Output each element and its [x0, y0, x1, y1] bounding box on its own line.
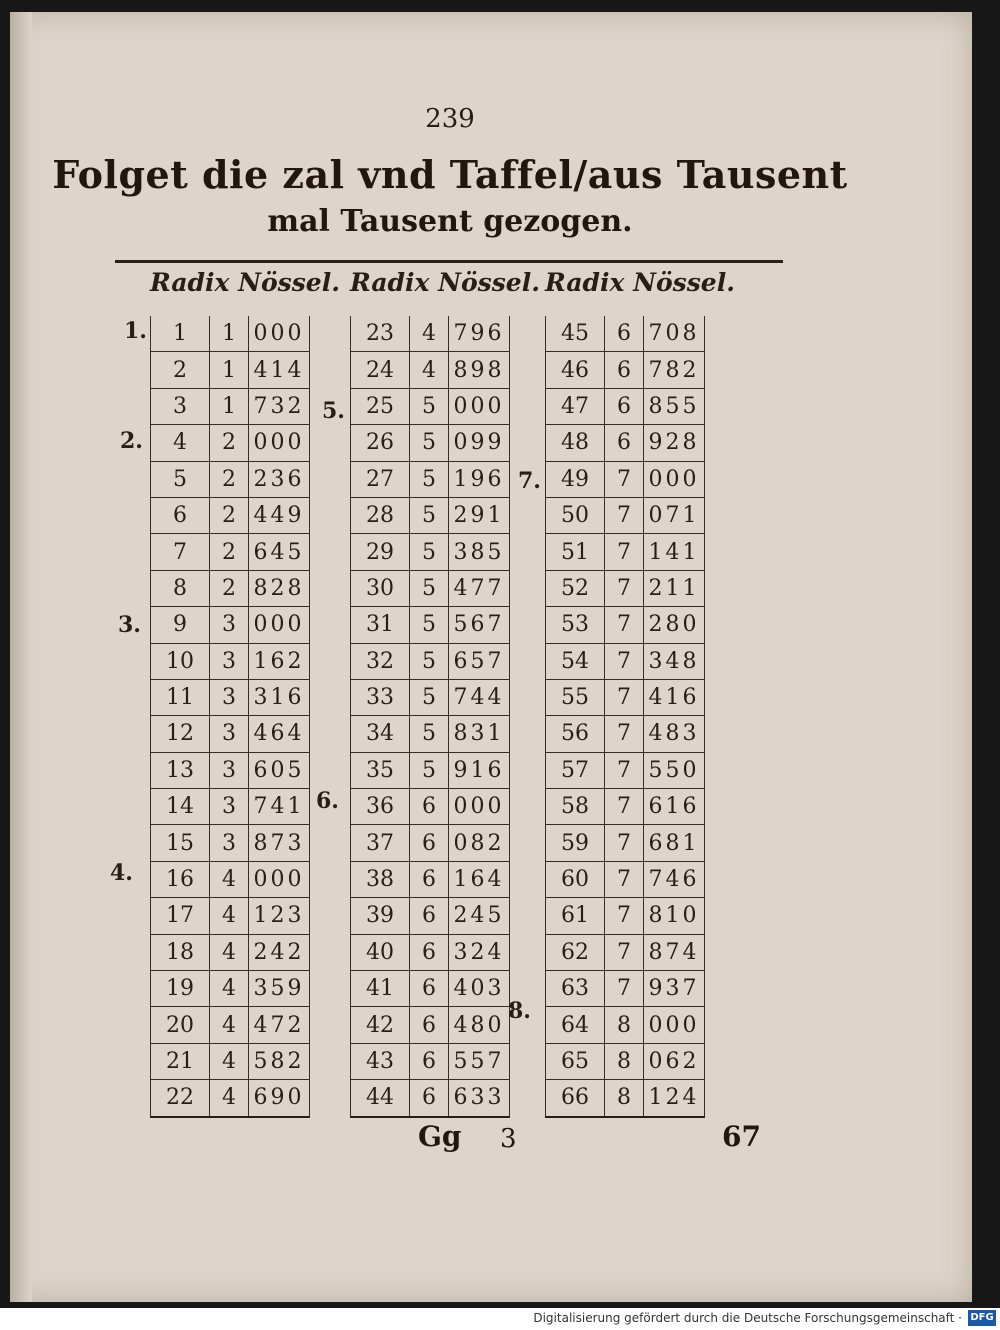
decimal-root-cell: 708 — [644, 316, 705, 352]
decimal-root-cell: 000 — [449, 388, 510, 424]
table-row — [546, 570, 705, 606]
table-row — [351, 789, 510, 825]
decimal-root-cell: 916 — [449, 752, 510, 788]
decimal-root-cell: 071 — [644, 497, 705, 533]
decimal-root-cell: 162 — [249, 643, 310, 679]
integer-root-cell: 4 — [210, 1080, 249, 1117]
signature-mark: Gg — [418, 1120, 462, 1153]
table-row — [151, 825, 310, 861]
integer-root-cell: 7 — [605, 825, 644, 861]
root-number-cell: 10 — [151, 643, 210, 679]
root-number-cell: 58 — [546, 789, 605, 825]
decimal-root-cell: 123 — [249, 898, 310, 934]
root-number-cell: 63 — [546, 971, 605, 1007]
root-number-cell: 13 — [151, 752, 210, 788]
integer-root-cell: 7 — [605, 461, 644, 497]
root-number-cell: 61 — [546, 898, 605, 934]
decimal-root-cell: 000 — [644, 461, 705, 497]
column-header: Radix Nössel. — [545, 268, 735, 297]
root-number-cell: 30 — [351, 570, 410, 606]
decimal-root-cell: 124 — [644, 1080, 705, 1117]
decimal-root-cell: 324 — [449, 934, 510, 970]
decimal-root-cell: 099 — [449, 425, 510, 461]
decimal-root-cell: 000 — [644, 1007, 705, 1043]
integer-root-cell: 7 — [605, 534, 644, 570]
table-row — [546, 898, 705, 934]
square-marker: 8. — [508, 998, 531, 1024]
root-number-cell: 59 — [546, 825, 605, 861]
root-number-cell: 54 — [546, 643, 605, 679]
root-number-cell: 39 — [351, 898, 410, 934]
square-marker: 5. — [322, 398, 345, 424]
table-row — [351, 716, 510, 752]
integer-root-cell: 6 — [410, 934, 449, 970]
decimal-root-cell: 567 — [449, 607, 510, 643]
decimal-root-cell: 280 — [644, 607, 705, 643]
integer-root-cell: 7 — [605, 752, 644, 788]
integer-root-cell: 8 — [605, 1043, 644, 1079]
square-marker: 3. — [118, 612, 141, 638]
table-row — [351, 425, 510, 461]
decimal-root-cell: 000 — [449, 789, 510, 825]
decimal-root-cell: 141 — [644, 534, 705, 570]
decimal-root-cell: 245 — [449, 898, 510, 934]
root-number-cell: 21 — [151, 1043, 210, 1079]
decimal-root-cell: 796 — [449, 316, 510, 352]
root-number-cell: 55 — [546, 679, 605, 715]
integer-root-cell: 6 — [410, 1007, 449, 1043]
column-header: Radix Nössel. — [350, 268, 540, 297]
integer-root-cell: 6 — [410, 1080, 449, 1117]
square-marker: 6. — [316, 788, 339, 814]
integer-root-cell: 5 — [410, 388, 449, 424]
integer-root-cell: 6 — [605, 425, 644, 461]
root-number-cell: 38 — [351, 861, 410, 897]
decimal-root-cell: 164 — [449, 861, 510, 897]
table-row — [546, 534, 705, 570]
table-row — [546, 679, 705, 715]
integer-root-cell: 7 — [605, 861, 644, 897]
table-row — [351, 352, 510, 388]
integer-root-cell: 5 — [410, 570, 449, 606]
dfg-logo: DFG — [968, 1310, 996, 1326]
table-row — [546, 316, 705, 352]
root-number-cell: 45 — [546, 316, 605, 352]
decimal-root-cell: 557 — [449, 1043, 510, 1079]
root-number-cell: 49 — [546, 461, 605, 497]
square-marker: 1. — [124, 318, 147, 344]
decimal-root-cell: 937 — [644, 971, 705, 1007]
table-row — [351, 461, 510, 497]
integer-root-cell: 5 — [410, 643, 449, 679]
root-number-cell: 56 — [546, 716, 605, 752]
decimal-root-cell: 550 — [644, 752, 705, 788]
table-row — [546, 352, 705, 388]
root-number-cell: 1 — [151, 316, 210, 352]
root-number-cell: 40 — [351, 934, 410, 970]
table-row — [546, 607, 705, 643]
table-row — [151, 534, 310, 570]
root-number-cell: 66 — [546, 1080, 605, 1117]
integer-root-cell: 5 — [410, 497, 449, 533]
decimal-root-cell: 403 — [449, 971, 510, 1007]
column-header: Radix Nössel. — [150, 268, 340, 297]
decimal-root-cell: 000 — [249, 425, 310, 461]
integer-root-cell: 2 — [210, 534, 249, 570]
page-title-line1: Folget die zal vnd Taffel/aus Tausent — [52, 152, 848, 197]
root-number-cell: 62 — [546, 934, 605, 970]
integer-root-cell: 1 — [210, 388, 249, 424]
integer-root-cell: 7 — [605, 971, 644, 1007]
decimal-root-cell: 385 — [449, 534, 510, 570]
root-number-cell: 7 — [151, 534, 210, 570]
table-row — [546, 425, 705, 461]
root-number-cell: 19 — [151, 971, 210, 1007]
table-row — [546, 789, 705, 825]
root-number-cell: 36 — [351, 789, 410, 825]
root-number-cell: 27 — [351, 461, 410, 497]
root-number-cell: 33 — [351, 679, 410, 715]
table-row — [546, 716, 705, 752]
table-row — [546, 643, 705, 679]
decimal-root-cell: 316 — [249, 679, 310, 715]
integer-root-cell: 5 — [410, 425, 449, 461]
decimal-root-cell: 348 — [644, 643, 705, 679]
root-number-cell: 32 — [351, 643, 410, 679]
table-column-3 — [545, 268, 735, 1118]
integer-root-cell: 5 — [410, 607, 449, 643]
table-row — [351, 679, 510, 715]
table-row — [351, 934, 510, 970]
root-number-cell: 48 — [546, 425, 605, 461]
decimal-root-cell: 196 — [449, 461, 510, 497]
decimal-root-cell: 291 — [449, 497, 510, 533]
table-row — [351, 1007, 510, 1043]
integer-root-cell: 3 — [210, 716, 249, 752]
root-number-cell: 31 — [351, 607, 410, 643]
integer-root-cell: 4 — [410, 316, 449, 352]
square-marker: 7. — [518, 468, 541, 494]
decimal-root-cell: 633 — [449, 1080, 510, 1117]
root-number-cell: 8 — [151, 570, 210, 606]
decimal-root-cell: 744 — [449, 679, 510, 715]
table-row — [546, 752, 705, 788]
integer-root-cell: 5 — [410, 716, 449, 752]
table-row — [351, 1043, 510, 1079]
integer-root-cell: 3 — [210, 679, 249, 715]
root-number-cell: 22 — [151, 1080, 210, 1117]
root-number-cell: 43 — [351, 1043, 410, 1079]
integer-root-cell: 8 — [605, 1007, 644, 1043]
table-row — [546, 497, 705, 533]
integer-root-cell: 3 — [210, 643, 249, 679]
table-row — [546, 1007, 705, 1043]
integer-root-cell: 2 — [210, 497, 249, 533]
table-row — [151, 643, 310, 679]
table-row — [151, 1043, 310, 1079]
table-row — [351, 971, 510, 1007]
folio-number: 67 — [722, 1120, 761, 1153]
root-table — [150, 316, 310, 1118]
integer-root-cell: 7 — [605, 934, 644, 970]
integer-root-cell: 6 — [410, 1043, 449, 1079]
integer-root-cell: 7 — [605, 497, 644, 533]
integer-root-cell: 7 — [605, 679, 644, 715]
decimal-root-cell: 414 — [249, 352, 310, 388]
table-row — [351, 752, 510, 788]
integer-root-cell: 4 — [210, 1043, 249, 1079]
root-number-cell: 3 — [151, 388, 210, 424]
table-row — [151, 789, 310, 825]
root-number-cell: 65 — [546, 1043, 605, 1079]
root-number-cell: 50 — [546, 497, 605, 533]
decimal-root-cell: 082 — [449, 825, 510, 861]
decimal-root-cell: 898 — [449, 352, 510, 388]
decimal-root-cell: 657 — [449, 643, 510, 679]
root-number-cell: 20 — [151, 1007, 210, 1043]
integer-root-cell: 4 — [210, 971, 249, 1007]
table-row — [351, 898, 510, 934]
integer-root-cell: 3 — [210, 825, 249, 861]
integer-root-cell: 3 — [210, 789, 249, 825]
table-row — [351, 316, 510, 352]
decimal-root-cell: 855 — [644, 388, 705, 424]
integer-root-cell: 6 — [605, 388, 644, 424]
decimal-root-cell: 582 — [249, 1043, 310, 1079]
table-row — [546, 388, 705, 424]
integer-root-cell: 6 — [410, 898, 449, 934]
root-number-cell: 18 — [151, 934, 210, 970]
decimal-root-cell: 480 — [449, 1007, 510, 1043]
table-row — [151, 570, 310, 606]
root-number-cell: 14 — [151, 789, 210, 825]
table-row — [546, 825, 705, 861]
decimal-root-cell: 681 — [644, 825, 705, 861]
table-row — [151, 461, 310, 497]
table-row — [351, 388, 510, 424]
table-row — [151, 679, 310, 715]
decimal-root-cell: 464 — [249, 716, 310, 752]
decimal-root-cell: 359 — [249, 971, 310, 1007]
decimal-root-cell: 236 — [249, 461, 310, 497]
decimal-root-cell: 690 — [249, 1080, 310, 1117]
table-row — [151, 352, 310, 388]
decimal-root-cell: 000 — [249, 861, 310, 897]
root-number-cell: 26 — [351, 425, 410, 461]
root-number-cell: 34 — [351, 716, 410, 752]
table-row — [151, 971, 310, 1007]
root-number-cell: 17 — [151, 898, 210, 934]
square-marker: 2. — [120, 428, 143, 454]
root-number-cell: 46 — [546, 352, 605, 388]
root-number-cell: 29 — [351, 534, 410, 570]
integer-root-cell: 1 — [210, 352, 249, 388]
root-number-cell: 52 — [546, 570, 605, 606]
root-number-cell: 6 — [151, 497, 210, 533]
decimal-root-cell: 928 — [644, 425, 705, 461]
table-row — [351, 570, 510, 606]
root-number-cell: 51 — [546, 534, 605, 570]
table-row — [351, 1080, 510, 1117]
table-row — [151, 934, 310, 970]
square-marker: 4. — [110, 860, 133, 886]
table-row — [351, 497, 510, 533]
integer-root-cell: 5 — [410, 679, 449, 715]
table-row — [151, 388, 310, 424]
root-number-cell: 53 — [546, 607, 605, 643]
table-row — [151, 861, 310, 897]
signature-number: 3 — [500, 1124, 517, 1154]
integer-root-cell: 3 — [210, 752, 249, 788]
page-title-line2: mal Tausent gezogen. — [267, 204, 633, 239]
decimal-root-cell: 000 — [249, 607, 310, 643]
table-row — [151, 716, 310, 752]
table-row — [351, 861, 510, 897]
root-number-cell: 9 — [151, 607, 210, 643]
book-page — [10, 12, 972, 1302]
root-number-cell: 44 — [351, 1080, 410, 1117]
integer-root-cell: 2 — [210, 570, 249, 606]
root-number-cell: 25 — [351, 388, 410, 424]
root-number-cell: 37 — [351, 825, 410, 861]
integer-root-cell: 4 — [410, 352, 449, 388]
decimal-root-cell: 605 — [249, 752, 310, 788]
root-table — [350, 316, 510, 1118]
integer-root-cell: 6 — [410, 825, 449, 861]
decimal-root-cell: 873 — [249, 825, 310, 861]
integer-root-cell: 6 — [410, 971, 449, 1007]
root-number-cell: 41 — [351, 971, 410, 1007]
table-row — [351, 825, 510, 861]
table-row — [151, 1080, 310, 1117]
decimal-root-cell: 000 — [249, 316, 310, 352]
integer-root-cell: 4 — [210, 1007, 249, 1043]
table-row — [351, 643, 510, 679]
decimal-root-cell: 616 — [644, 789, 705, 825]
integer-root-cell: 8 — [605, 1080, 644, 1117]
root-number-cell: 57 — [546, 752, 605, 788]
table-row — [151, 316, 310, 352]
decimal-root-cell: 810 — [644, 898, 705, 934]
table-row — [546, 861, 705, 897]
integer-root-cell: 4 — [210, 861, 249, 897]
decimal-root-cell: 732 — [249, 388, 310, 424]
integer-root-cell: 7 — [605, 716, 644, 752]
integer-root-cell: 7 — [605, 643, 644, 679]
decimal-root-cell: 741 — [249, 789, 310, 825]
root-number-cell: 16 — [151, 861, 210, 897]
root-number-cell: 11 — [151, 679, 210, 715]
table-row — [151, 607, 310, 643]
integer-root-cell: 2 — [210, 461, 249, 497]
footer-bar — [0, 1308, 1000, 1330]
root-number-cell: 2 — [151, 352, 210, 388]
decimal-root-cell: 477 — [449, 570, 510, 606]
decimal-root-cell: 645 — [249, 534, 310, 570]
table-row — [546, 971, 705, 1007]
root-number-cell: 28 — [351, 497, 410, 533]
table-row — [546, 461, 705, 497]
integer-root-cell: 6 — [410, 789, 449, 825]
decimal-root-cell: 242 — [249, 934, 310, 970]
root-number-cell: 47 — [546, 388, 605, 424]
root-number-cell: 35 — [351, 752, 410, 788]
integer-root-cell: 7 — [605, 607, 644, 643]
integer-root-cell: 3 — [210, 607, 249, 643]
table-row — [546, 1080, 705, 1117]
table-row — [151, 898, 310, 934]
table-row — [151, 1007, 310, 1043]
decimal-root-cell: 828 — [249, 570, 310, 606]
root-number-cell: 42 — [351, 1007, 410, 1043]
integer-root-cell: 6 — [605, 352, 644, 388]
decimal-root-cell: 782 — [644, 352, 705, 388]
table-row — [546, 1043, 705, 1079]
title-rule — [115, 260, 783, 263]
table-row — [546, 934, 705, 970]
table-row — [151, 752, 310, 788]
root-number-cell: 23 — [351, 316, 410, 352]
table-column-2 — [350, 268, 540, 1118]
table-row — [151, 425, 310, 461]
decimal-root-cell: 211 — [644, 570, 705, 606]
integer-root-cell: 5 — [410, 461, 449, 497]
footer-credit: Digitalisierung gefördert durch die Deutsche Forschungsgemeinschaft · — [533, 1311, 962, 1325]
decimal-root-cell: 416 — [644, 679, 705, 715]
root-table — [545, 316, 705, 1118]
decimal-root-cell: 483 — [644, 716, 705, 752]
decimal-root-cell: 746 — [644, 861, 705, 897]
decimal-root-cell: 874 — [644, 934, 705, 970]
decimal-root-cell: 472 — [249, 1007, 310, 1043]
integer-root-cell: 4 — [210, 934, 249, 970]
root-number-cell: 5 — [151, 461, 210, 497]
decimal-root-cell: 449 — [249, 497, 310, 533]
integer-root-cell: 7 — [605, 898, 644, 934]
root-number-cell: 15 — [151, 825, 210, 861]
integer-root-cell: 6 — [605, 316, 644, 352]
table-row — [351, 534, 510, 570]
root-number-cell: 64 — [546, 1007, 605, 1043]
integer-root-cell: 2 — [210, 425, 249, 461]
integer-root-cell: 1 — [210, 316, 249, 352]
root-number-cell: 4 — [151, 425, 210, 461]
table-column-1 — [150, 268, 340, 1118]
page-number: 239 — [425, 104, 475, 134]
table-row — [351, 607, 510, 643]
integer-root-cell: 4 — [210, 898, 249, 934]
table-row — [151, 497, 310, 533]
integer-root-cell: 7 — [605, 570, 644, 606]
integer-root-cell: 5 — [410, 534, 449, 570]
decimal-root-cell: 831 — [449, 716, 510, 752]
decimal-root-cell: 062 — [644, 1043, 705, 1079]
integer-root-cell: 6 — [410, 861, 449, 897]
root-number-cell: 24 — [351, 352, 410, 388]
root-number-cell: 60 — [546, 861, 605, 897]
root-number-cell: 12 — [151, 716, 210, 752]
integer-root-cell: 5 — [410, 752, 449, 788]
integer-root-cell: 7 — [605, 789, 644, 825]
